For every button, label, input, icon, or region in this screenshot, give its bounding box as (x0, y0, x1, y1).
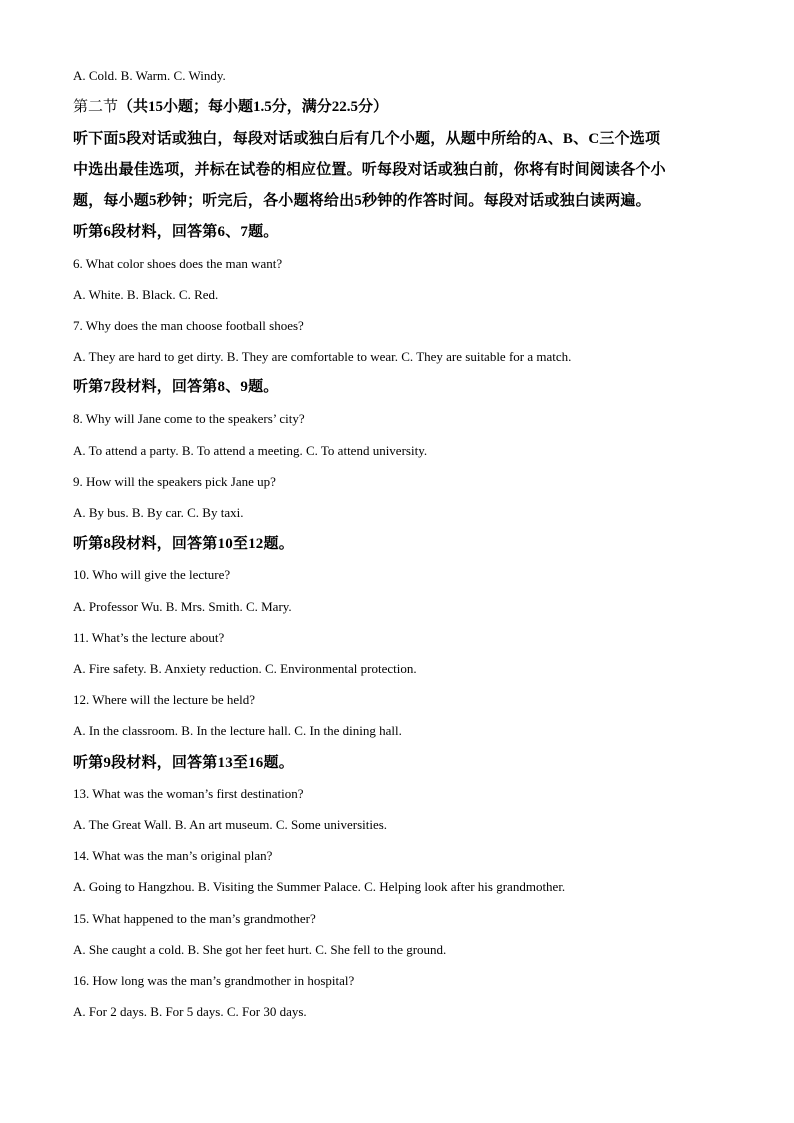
question-7: 7. Why does the man choose football shoes? (73, 318, 304, 333)
group-heading-7: 听第7段材料，回答第8、9题。 (73, 379, 279, 395)
section-title (73, 98, 388, 116)
question-16: 16. How long was the man’s grandmother in hospital? (73, 973, 355, 988)
previous-answer-options: A. Cold. B. Warm. C. Windy. (73, 68, 226, 83)
section-title-label: 第二节 (73, 99, 119, 115)
question-15: 15. What happened to the man’s grandmother? (73, 911, 316, 926)
instructions-line-2: 中选出最佳选项，并标在试卷的相应位置。听每段对话或独白前，你将有时间阅读各个小 (73, 162, 666, 178)
answer-options-15: A. She caught a cold. B. She got her feet hurt. C. She fell to the ground. (73, 942, 447, 957)
answer-options-16: A. For 2 days. B. For 5 days. C. For 30 days. (73, 1004, 307, 1019)
answer-options-12: A. In the classroom. B. In the lecture hall. C. In the dining hall. (73, 723, 402, 738)
question-11: 11. What’s the lecture about? (73, 630, 225, 645)
group-heading-8: 听第8段材料，回答第10至12题。 (73, 536, 294, 552)
group-heading-6: 听第6段材料，回答第6、7题。 (73, 224, 279, 240)
question-6: 6. What color shoes does the man want? (73, 256, 283, 271)
question-10: 10. Who will give the lecture? (73, 567, 231, 582)
answer-options-6: A. White. B. Black. C. Red. (73, 287, 219, 302)
answer-options-14: A. Going to Hangzhou. B. Visiting the Summer Palace. C. Helping look after his grandmother. (73, 879, 566, 894)
answer-options-7: A. They are hard to get dirty. B. They are comfortable to wear. C. They are suitable for a match. (73, 349, 572, 364)
answer-options-11: A. Fire safety. B. Anxiety reduction. C. Environmental protection. (73, 661, 417, 676)
question-14: 14. What was the man’s original plan? (73, 848, 273, 863)
instructions-line-1: 听下面5段对话或独白，每段对话或独白后有几个小题，从题中所给的A、B、C三个选项 (73, 131, 661, 147)
question-9: 9. How will the speakers pick Jane up? (73, 474, 276, 489)
question-12: 12. Where will the lecture be held? (73, 692, 256, 707)
answer-options-9: A. By bus. B. By car. C. By taxi. (73, 505, 244, 520)
question-8: 8. Why will Jane come to the speakers’ city? (73, 411, 305, 426)
answer-options-13: A. The Great Wall. B. An art museum. C. Some universities. (73, 817, 388, 832)
answer-options-8: A. To attend a party. B. To attend a meeting. C. To attend university. (73, 443, 428, 458)
question-13: 13. What was the woman’s first destination? (73, 786, 304, 801)
group-heading-9: 听第9段材料，回答第13至16题。 (73, 755, 294, 771)
section-title-score: （共15小题；每小题1.5分，满分22.5分） (118, 99, 389, 115)
answer-options-10: A. Professor Wu. B. Mrs. Smith. C. Mary. (73, 599, 292, 614)
instructions-line-3: 题，每小题5秒钟；听完后，各小题将给出5秒钟的作答时间。每段对话或独白读两遍。 (73, 193, 651, 209)
